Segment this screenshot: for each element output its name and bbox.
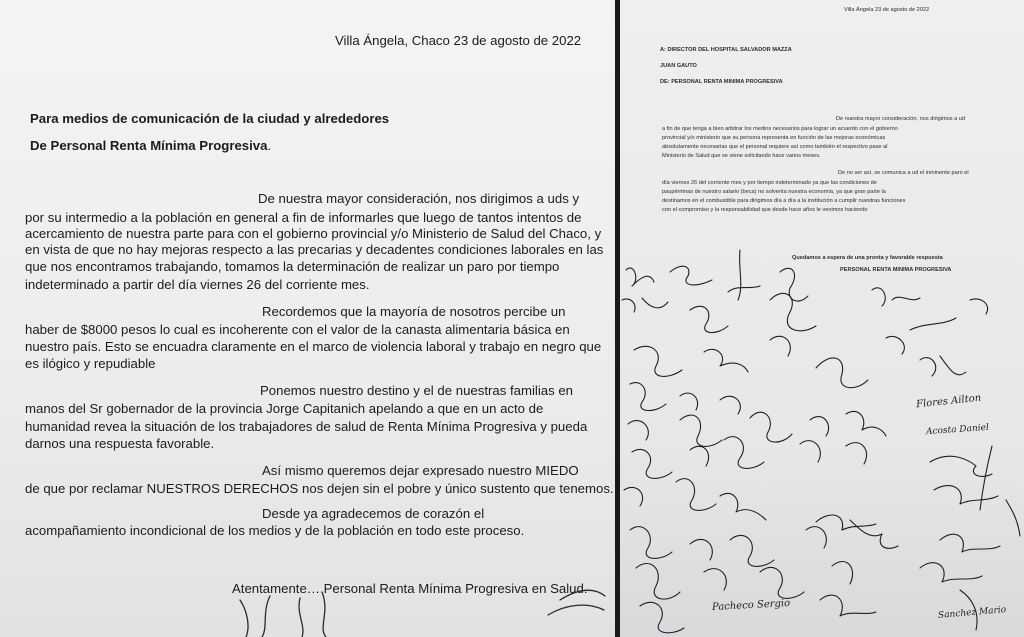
right-name-line: JUAN GAUTO — [660, 63, 697, 69]
left-paragraph-line: haber de $8000 pesos lo cual es incoherente con el valor de la canasta alimentaria básica en — [25, 322, 570, 337]
right-paragraph-line: día viernes 26 del corriente mes y por tiempo indeterminado ya que las condiciones de — [662, 180, 877, 186]
left-paragraph-line: Así mismo queremos dejar expresado nuestro MIEDO — [262, 463, 579, 478]
right-paragraph-line: con el compromiso y la responsabilidad que desde hace años le venimos haciendo — [662, 207, 868, 213]
left-date-line: Villa Ángela, Chaco 23 de agosto de 2022 — [335, 33, 582, 48]
handwritten-name: Pacheco Sergio — [711, 597, 791, 614]
left-paragraph-line: acercamiento de nuestra parte para con el gobierno provincial y/o Ministerio de Salud del Chaco, y — [25, 226, 602, 241]
left-paragraph-line: en vista de que no hay mejoras respecto a las precarias y decadentes condiciones laborales en las — [25, 242, 604, 257]
left-paragraph-line: Desde ya agradecemos de corazón el — [262, 506, 485, 521]
left-paragraph-line: nuestro país. Esto se encuadra claramente en el marco de violencia laboral y trabajo en negro que — [25, 339, 602, 354]
right-paragraph-line: paupérrimas de nuestro salario (beca) no solventa nuestra economía, ya que gran parte la — [662, 189, 886, 195]
right-closing-line-1: Quedamos a espera de una pronta y favorable respuesta — [792, 255, 943, 261]
handwritten-name: Acosta Daniel — [925, 422, 990, 438]
right-date-line: Villa Ángela 23 de agosto de 2022 — [844, 7, 930, 13]
handwritten-name: Flores Ailton — [915, 392, 982, 411]
left-paragraph-line: acompañamiento incondicional de los medios y de la población en todo este proceso. — [25, 523, 525, 538]
left-paragraph-line: De nuestra mayor consideración, nos dirigimos a uds y — [258, 191, 580, 206]
right-to-line: A: DIRECTOR DEL HOSPITAL SALVADOR MAZZA — [660, 47, 792, 53]
right-paragraph-line: provincial y/o ministerio que su persona representa en función de las mejoras económicas — [662, 135, 886, 141]
right-paragraph-line: De no ser así, se comunica a ud el inminente paro el — [838, 170, 969, 176]
left-paragraph-line: humanidad revea la situación de los trabajadores de salud de Renta Mínima Progresiva y pueda — [25, 419, 588, 434]
right-closing-line-2: PERSONAL RENTA MINIMA PROGRESIVA — [840, 267, 952, 273]
left-paragraph-line: manos del Sr gobernador de la provincia Jorge Capitanich apelando a que en un acto de — [25, 401, 544, 416]
left-paragraph-line: de que por reclamar NUESTROS DERECHOS nos dejen sin el pobre y único sustento que tenemos. — [25, 481, 614, 496]
left-closing-line: Atentamente… Personal Renta Mínima Progresiva en Salud. — [232, 581, 588, 596]
right-paragraph-line: a fin de que tenga a bien arbitrar los medios necesarios para lograr un acuerdo con el gobierno — [662, 126, 898, 132]
right-paragraph-line: destinamos en el combustible para dirigimos día a día a la institución a cumplir nuestras funciones — [662, 198, 906, 204]
left-paragraph-line: que nos encontramos trabajando, tomamos la determinación de realizar un paro por tiempo — [25, 259, 560, 274]
right-letter-page — [620, 0, 1024, 637]
right-from-line: DE: PERSONAL RENTA MINIMA PROGRESIVA — [660, 79, 783, 85]
left-recipient-line-1: Para medios de comunicación de la ciudad y alrededores — [30, 111, 390, 126]
left-recipient-line-2-text: De Personal Renta Mínima Progresiva — [30, 138, 268, 153]
right-paragraph-line: De nuestra mayor consideración, nos dirigimos a ud — [836, 116, 966, 122]
right-paragraph-line: Ministerio de Salud que se viene solicitando hace varios meses. — [662, 153, 821, 159]
left-paragraph-line: Recordemos que la mayoría de nosotros percibe un — [262, 304, 566, 319]
left-recipient-line-2-tail: . — [267, 138, 272, 153]
handwritten-name: Sanchez Mario — [937, 605, 1007, 621]
right-paragraph-line: absolutamente necesarias que el personal requiere así como también el respectivo pase al — [662, 144, 888, 150]
signatures-scribbles — [620, 0, 1024, 637]
left-paragraph-line: indeterminado a partir del día viernes 26 del corriente mes. — [25, 277, 370, 292]
left-paragraph-line: darnos una respuesta favorable. — [25, 436, 215, 451]
left-paragraph-line: Ponemos nuestro destino y el de nuestras familias en — [260, 383, 574, 398]
left-paragraph-line: es ilógico y repudiable — [25, 356, 156, 371]
left-paragraph-line: por su intermedio a la población en general a fin de informarles que luego de tantos intentos de — [25, 210, 582, 225]
